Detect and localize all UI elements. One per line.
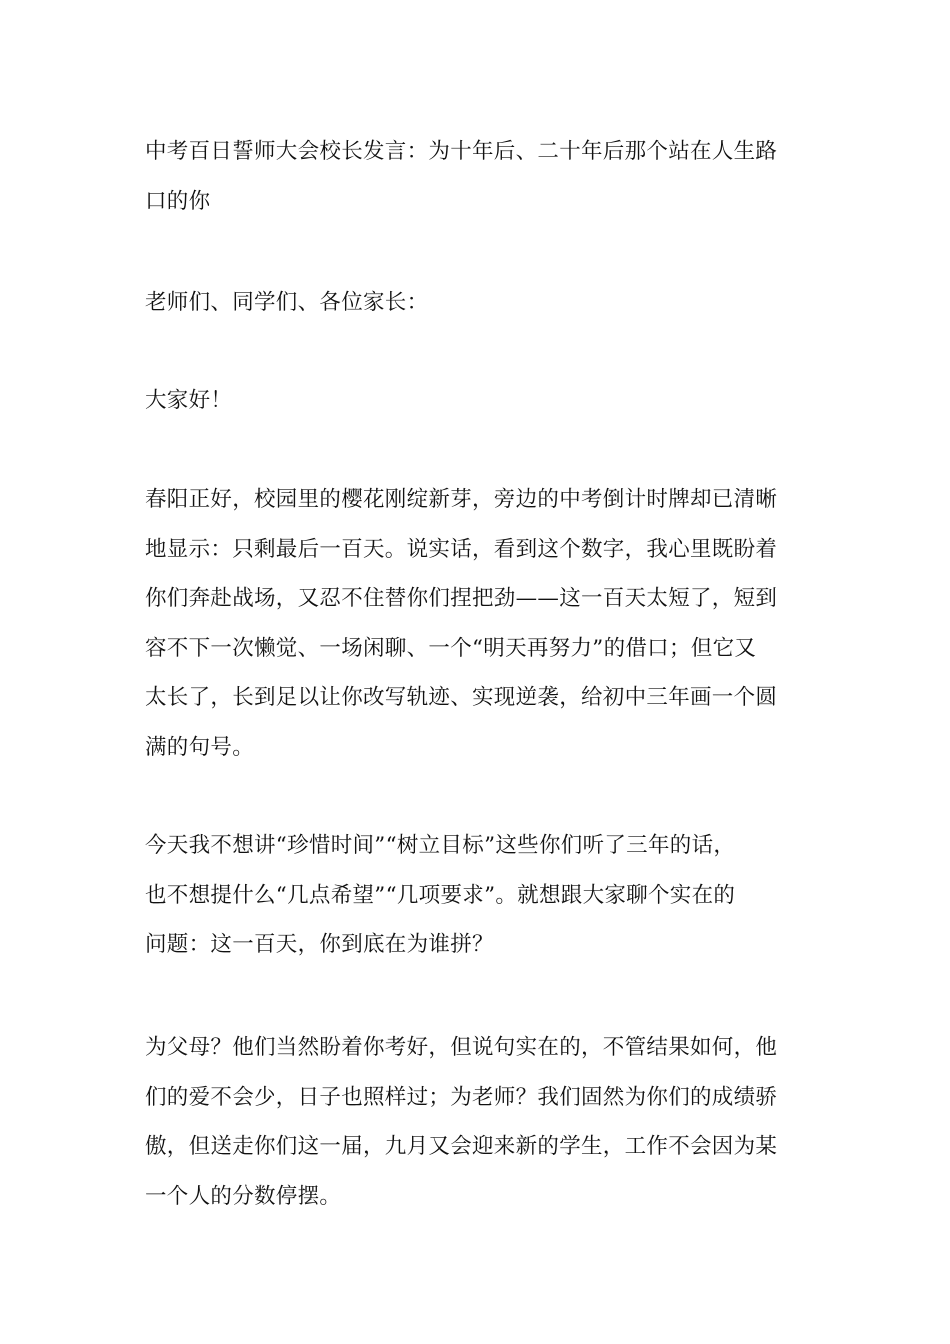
- paragraph-line: 容不下一次懒觉、一场闲聊、一个“明天再努力”的借口；但它又: [145, 635, 757, 661]
- title-line: 口的你: [145, 188, 211, 214]
- paragraph-1: [145, 475, 815, 772]
- paragraph-2: [145, 821, 815, 970]
- paragraph-line: 问题：这一百天，你到底在为谁拼？: [145, 932, 494, 957]
- greeting: [145, 376, 815, 426]
- paragraph-line: 一个人的分数停摆。: [145, 1183, 342, 1209]
- salutation-text: 老师们、同学们、各位家长：: [145, 290, 429, 315]
- paragraph-line: 也不想提什么“几点希望”“几项要求”。就想跟大家聊个实在的: [145, 882, 736, 908]
- paragraph-3: [145, 1023, 815, 1221]
- paragraph-line: 满的句号。: [145, 734, 255, 760]
- paragraph-line: 你们奔赴战场，又忍不住替你们捏把劲——这一百天太短了，短到: [145, 586, 778, 611]
- document-title: [145, 127, 815, 226]
- greeting-text: 大家好！: [145, 388, 233, 413]
- paragraph-line: 傲，但送走你们这一届，九月又会迎来新的学生，工作不会因为某: [145, 1134, 778, 1159]
- paragraph-line: 春阳正好，校园里的樱花刚绽新芽，旁边的中考倒计时牌却已清晰: [145, 487, 778, 512]
- paragraph-line: 太长了，长到足以让你改写轨迹、实现逆袭，给初中三年画一个圆: [145, 685, 778, 710]
- title-line: 中考百日誓师大会校长发言：为十年后、二十年后那个站在人生路: [145, 139, 778, 164]
- paragraph-line: 今天我不想讲“珍惜时间”“树立目标”这些你们听了三年的话，: [145, 833, 736, 858]
- salutation: [145, 278, 815, 328]
- paragraph-line: 地显示：只剩最后一百天。说实话，看到这个数字，我心里既盼着: [145, 536, 778, 562]
- paragraph-line: 们的爱不会少，日子也照样过；为老师？我们固然为你们的成绩骄: [145, 1084, 778, 1110]
- paragraph-line: 为父母？他们当然盼着你考好，但说句实在的，不管结果如何，他: [145, 1035, 778, 1060]
